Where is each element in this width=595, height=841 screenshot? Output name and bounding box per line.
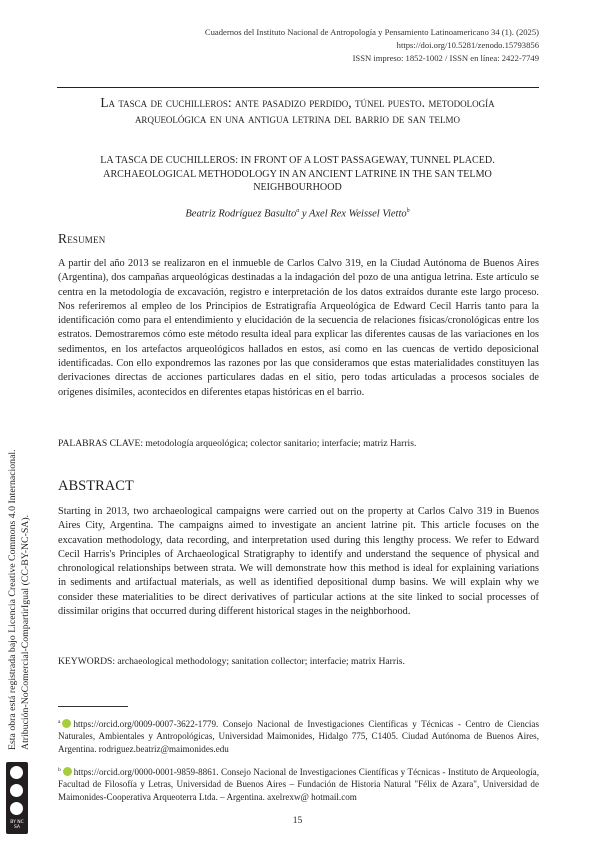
header-rule — [57, 87, 539, 88]
footnote-rule — [58, 706, 128, 707]
doi-link[interactable]: https://doi.org/10.5281/zenodo.15793856 — [396, 40, 539, 51]
author-1: Beatriz Rodríguez Basulto — [185, 208, 297, 220]
page-number: 15 — [292, 816, 303, 826]
nc-icon — [9, 801, 24, 816]
issn: ISSN impreso: 1852-1002 / ISSN en línea: 2422-7749 — [352, 53, 539, 64]
author-2: Axel Rex Weissel Vietto — [308, 208, 407, 220]
license-text — [6, 449, 32, 750]
journal-header — [205, 26, 539, 66]
by-icon — [9, 783, 24, 798]
resumen-heading: Resumen — [58, 231, 106, 246]
cc-badge-label: BY NC SA — [10, 820, 24, 830]
footnote-a — [58, 716, 539, 755]
orcid-icon[interactable] — [63, 767, 72, 776]
author-line — [0, 208, 595, 220]
creative-commons-badge[interactable] — [6, 762, 28, 834]
palabras-clave: PALABRAS CLAVE: metodología arqueológica; colector sanitario; interfacie; matriz Harris. — [58, 438, 417, 449]
license-line-2: Atribución-NoComercial-CompartirIgual (CC-BY-NC-SA). — [20, 514, 32, 750]
footnote-b-marker: b — [58, 767, 61, 773]
license-line-1: Esta obra está registrada bajo Licencia Creative Commons 4.0 Internacional. — [7, 449, 18, 750]
footnote-a-text: https://orcid.org/0009-0007-3622-1779. Consejo Nacional de Investigaciones Científicas y Técnicas - Centro de Ciencias Naturales, Ambientales y Antropológicas, Universidad Maimonides, Hidalgo 775, C1405. Ciudad Autónoma de Buenos Aires, Argentina. rodriguez.beatriz@maimonides.edu — [58, 719, 539, 754]
footnote-b — [58, 764, 539, 803]
title-spanish: La tasca de cuchilleros: ante pasadizo perdido, túnel puesto. metodología arqueológica en una antigua letrina del barrio de san telmo — [100, 95, 495, 126]
author-1-marker: a — [296, 208, 300, 214]
footnote-a-marker: a — [58, 719, 61, 725]
abstract-text: Starting in 2013, two archaeological campaigns were carried out on the property at Carlos Calvo 319 in Buenos Aires City, Argentina. The campaigns aimed to investigate an ancient latrine pit. This article focuses on the excavation methodology, data recording, and interpretation used during this lengthy process. We refer to Edward Cecil Harris's Principles of Archaeological Stratigraphy to identify and understand the sequence of physical and chronological relationships between strata. We will demonstrate how this method is ideal for explaining variations in sediments and artifactual materials, as well as identified depositional dump basins. We will explain why we consider these materialities to be direct derivatives of particular actions at the site linked to social processes of dissimilar origins that occurred during different historical stages in the neighborhood. — [58, 506, 539, 618]
orcid-icon[interactable] — [62, 719, 71, 728]
keywords: KEYWORDS: archaeological methodology; sanitation collector; interfacie; matrix Harris. — [58, 656, 405, 667]
cc-icon — [9, 765, 24, 780]
title-english: LA TASCA DE CUCHILLEROS: IN FRONT OF A LOST PASSAGEWAY, TUNNEL PLACED. ARCHAEOLOGICAL METHODOLOGY IN AN ANCIENT LATRINE IN THE SAN TELMO NEIGHBOURHOOD — [100, 155, 495, 194]
author-connector: y — [299, 208, 309, 220]
footnote-b-text: https://orcid.org/0000-0001-9859-8861. Consejo Nacional de Investigaciones Científicas y Técnicas - Instituto de Arqueología, Facultad de Filosofía y Letras, Universidad de Buenos Aires – Fundación de Historia Natural "Félix de Azara", Universidad de Maimonides-Cooperativa Arqueoterra Ltda. – Argentina. axelrexw@ hotmail.com — [58, 767, 539, 802]
author-2-marker: b — [406, 208, 410, 214]
journal-name: Cuadernos del Instituto Nacional de Antropología y Pensamiento Latinoamericano 34 (1). (2025) — [204, 27, 539, 37]
abstract-heading: ABSTRACT — [58, 478, 134, 494]
resumen-text: A partir del año 2013 se realizaron en el inmueble de Carlos Calvo 319, en la Ciudad Autónoma de Buenos Aires (Argentina), dos campañas arqueológicas destinadas a la indagación del pozo de una antigua letrina. Este artículo se centra en la metodología de excavación, registro e interpretación de los datos extraídos durante este largo proceso. Nos referiremos al empleo de los Principios de Estratigrafía Arqueológica de Edward Cecil Harris tanto para la identificación como para el entendimiento y elucidación de la secuencia de relaciones físicas/cronológicas entre los estratos. Demostraremos cómo este método resulta ideal para explicar las diferentes causas de las variaciones en los sedimentos, en los artefactos arqueológicos hallados en estos, así como en las cuencas de vertido deposicional identificadas. Con ello expondremos las razones por las que consideramos que estas materialidades constituyen las derivaciones directas de acciones particulares dadas en el sitio, pero todas articuladas a procesos sociales de orígenes disímiles, acontecidos en diferentes etapas históricas en el barrio. — [58, 258, 539, 398]
